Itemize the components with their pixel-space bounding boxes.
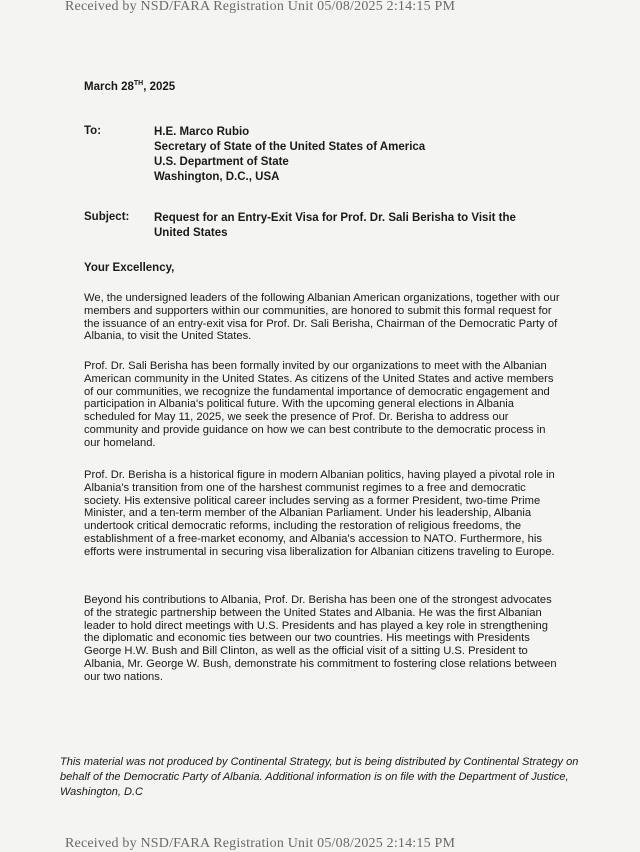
recipient-department: U.S. Department of State [154,156,289,168]
to-label: To: [84,125,102,137]
date-year: , 2025 [143,80,176,93]
date-day: March 28 [84,80,134,93]
fara-stamp-bottom: Received by NSD/FARA Registration Unit 05/08/2025 2:14:15 PM [65,836,456,851]
fara-disclaimer: This material was not produced by Continental Strategy, but is being distributed by Continental Strategy on behalf of the Democratic Party of Albania. Additional information is on file with the Department of Justice, Washington, D.C [60,756,579,798]
paragraph-4: Beyond his contributions to Albania, Prof. Dr. Berisha has been one of the strongest advocates of the strategic partnership between the United States and Albania. He was the first Albanian leader to hold direct meetings with U.S. Presidents and has played a key role in strengthening the diplomatic and economic ties between our two countries. His meetings with Presidents George H.W. Bush and Bill Clinton, as well as the official visit of a sitting U.S. President to Albania, Mr. George W. Bush, demonstrate his commitment to fostering close relations between our two nations. [84,594,557,683]
fara-stamp-top: Received by NSD/FARA Registration Unit 05/08/2025 2:14:15 PM [65,0,456,14]
paragraph-2: Prof. Dr. Sali Berisha has been formally invited by our organizations to meet with the Albanian American community in the United States. As citizens of the United States and active members of our communities, we recognize the fundamental importance of democratic engagement and participation in Albania's political future. With the upcoming general elections in Albania scheduled for May 11, 2025, we seek the presence of Prof. Dr. Berisha to address our community and provide guidance on how we can best contribute to the democratic process in our homeland. [84,360,554,449]
recipient-city: Washington, D.C., USA [154,171,280,183]
recipient-title: Secretary of State of the United States of America [154,141,426,153]
paragraph-1: We, the undersigned leaders of the following Albanian American organizations, together with our members and supporters within our communities, are honored to submit this formal request for the issuance of an entry-exit visa for Prof. Dr. Sali Berisha, Chairman of the Democratic Party of Albania, to visit the United States. [84,292,560,343]
salutation: Your Excellency, [84,262,175,274]
date-ordinal: TH [133,80,144,87]
paragraph-3: Prof. Dr. Berisha is a historical figure in modern Albanian politics, having played a pivotal role in Albania's transition from one of the harshest communist regimes to a free and democratic society. His extensive political career includes serving as a former President, two-time Prime Minister, and a ten-term member of the Albanian Parliament. Under his leadership, Albania undertook critical democratic reforms, including the restoration of religious freedoms, the establishment of a free-market economy, and Albania's accession to NATO. Furthermore, his efforts were instrumental in securing visa liberalization for Albanian citizens traveling to Europe. [84,469,555,558]
letter-date [84,80,175,93]
subject-text: Request for an Entry-Exit Visa for Prof. Dr. Sali Berisha to Visit the United States [154,212,516,239]
recipient-block [154,125,425,185]
recipient-name: H.E. Marco Rubio [154,126,250,138]
subject-label: Subject: [84,211,130,223]
